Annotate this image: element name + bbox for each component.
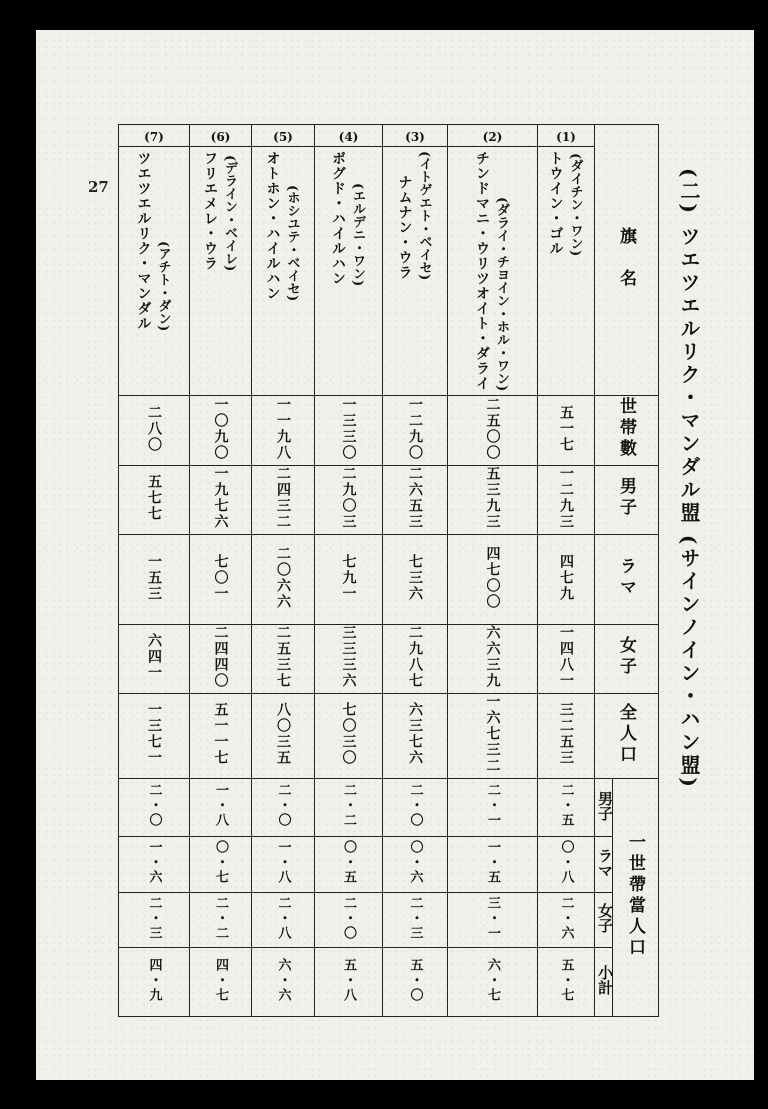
per-household-female-cell: 二・八 bbox=[252, 893, 315, 948]
banner-name: ボグド・ハイルハン bbox=[330, 151, 346, 286]
banner-name-cell bbox=[119, 147, 190, 396]
lama-cell: 七三六 bbox=[383, 535, 448, 625]
per-household-lama-row bbox=[119, 837, 659, 893]
male-row bbox=[119, 466, 659, 535]
per-household-subtotal-cell: 六・七 bbox=[448, 948, 538, 1017]
female-cell: 六六三九 bbox=[448, 625, 538, 694]
banner-name-cell bbox=[315, 147, 383, 396]
female-cell: 三三三六 bbox=[315, 625, 383, 694]
total-cell: 一三七一 bbox=[119, 694, 190, 779]
lama-cell: 七九一 bbox=[315, 535, 383, 625]
households-cell: 五一七 bbox=[538, 396, 595, 466]
header-per-household-male: 男子 bbox=[595, 779, 613, 837]
per-household-lama-cell: 〇・六 bbox=[383, 837, 448, 893]
banner-name: チンドマニ・ウリツオイト・ダライ bbox=[474, 151, 490, 391]
per-household-subtotal-cell: 四・七 bbox=[190, 948, 252, 1017]
row-index: (1) bbox=[538, 125, 595, 147]
per-household-female-cell: 二・二 bbox=[190, 893, 252, 948]
banner-name-cell bbox=[538, 147, 595, 396]
banner-subname: (アチト・ダン) bbox=[155, 240, 171, 331]
header-female: 女子 bbox=[595, 625, 659, 694]
banner-name: オトホン・ハイルハン bbox=[264, 151, 281, 301]
banner-name: フリエメレ・ウラ bbox=[202, 151, 218, 271]
per-household-lama-cell: 一・六 bbox=[119, 837, 190, 893]
index-row bbox=[119, 125, 659, 147]
per-household-lama-cell: 一・五 bbox=[448, 837, 538, 893]
banner-name-cell bbox=[190, 147, 252, 396]
households-cell: 一〇九〇 bbox=[190, 396, 252, 466]
header-per-household-lama: ラマ bbox=[595, 837, 613, 893]
total-cell: 八〇三五 bbox=[252, 694, 315, 779]
per-household-lama-cell: 〇・五 bbox=[315, 837, 383, 893]
female-cell: 二四四〇 bbox=[190, 625, 252, 694]
female-row bbox=[119, 625, 659, 694]
total-cell: 五一一七 bbox=[190, 694, 252, 779]
banner-name: ナムナン・ウラ bbox=[396, 175, 413, 281]
per-household-male-cell: 二・二 bbox=[315, 779, 383, 837]
per-household-male-cell: 二・〇 bbox=[119, 779, 190, 837]
header-per-household-subtotal: 小計 bbox=[595, 948, 613, 1017]
male-cell: 一二九三 bbox=[538, 466, 595, 535]
households-cell: 二五〇〇 bbox=[448, 396, 538, 466]
banner-subname: (ダライ・チヨイン・ホル・ワン) bbox=[494, 196, 509, 391]
lama-cell: 七〇一 bbox=[190, 535, 252, 625]
per-household-female-cell: 二・六 bbox=[538, 893, 595, 948]
population-table bbox=[118, 124, 659, 1017]
header-per-household: 一世帶當人口 bbox=[613, 779, 659, 1017]
per-household-male-cell: 二・一 bbox=[448, 779, 538, 837]
banner-name-cell bbox=[448, 147, 538, 396]
per-household-subtotal-row bbox=[119, 948, 659, 1017]
male-cell: 二六五三 bbox=[383, 466, 448, 535]
male-cell: 二九〇三 bbox=[315, 466, 383, 535]
header-households: 世帯數 bbox=[595, 396, 659, 466]
header-male: 男子 bbox=[595, 466, 659, 535]
male-cell: 二四三二 bbox=[252, 466, 315, 535]
row-index: (5) bbox=[252, 125, 315, 147]
banner-subname: (エルデニ・ワン) bbox=[350, 182, 365, 286]
banner-subname: (ホシユテ・ベイセ) bbox=[284, 184, 300, 301]
row-index: (7) bbox=[119, 125, 190, 147]
per-household-subtotal-cell: 五・〇 bbox=[383, 948, 448, 1017]
banner-name-row bbox=[119, 147, 659, 396]
lama-cell: 四七〇〇 bbox=[448, 535, 538, 625]
section-title: (二) ツエツエルリク・マンダル盟 (サインノイン・ハン盟) bbox=[677, 168, 701, 790]
total-row bbox=[119, 694, 659, 779]
households-cell: 一一九八 bbox=[252, 396, 315, 466]
per-household-lama-cell: 〇・八 bbox=[538, 837, 595, 893]
lama-cell: 一五三 bbox=[119, 535, 190, 625]
female-cell: 六四一 bbox=[119, 625, 190, 694]
total-cell: 三二五三 bbox=[538, 694, 595, 779]
lama-cell: 二〇六六 bbox=[252, 535, 315, 625]
per-household-female-row bbox=[119, 893, 659, 948]
header-per-household-female: 女子 bbox=[595, 893, 613, 948]
per-household-subtotal-cell: 五・八 bbox=[315, 948, 383, 1017]
row-index: (3) bbox=[383, 125, 448, 147]
lama-cell: 四七九 bbox=[538, 535, 595, 625]
per-household-lama-cell: 〇・七 bbox=[190, 837, 252, 893]
female-cell: 二五三七 bbox=[252, 625, 315, 694]
per-household-male-row bbox=[119, 779, 659, 837]
per-household-male-cell: 一・八 bbox=[190, 779, 252, 837]
banner-subname: (デライン・ベイレ) bbox=[222, 154, 237, 271]
households-cell: 二八〇 bbox=[119, 396, 190, 466]
female-cell: 一四八一 bbox=[538, 625, 595, 694]
households-cell: 一二九〇 bbox=[383, 396, 448, 466]
per-household-subtotal-cell: 四・九 bbox=[119, 948, 190, 1017]
per-household-male-cell: 二・〇 bbox=[252, 779, 315, 837]
header-lama: ラマ bbox=[595, 535, 659, 625]
banner-subname: (イトゲエト・ベイセ) bbox=[416, 151, 432, 281]
households-row bbox=[119, 396, 659, 466]
per-household-female-cell: 二・三 bbox=[119, 893, 190, 948]
header-banner-name: 旗 名 bbox=[595, 125, 659, 396]
banner-name: トウイン・ゴル bbox=[547, 151, 564, 256]
per-household-female-cell: 三・一 bbox=[448, 893, 538, 948]
per-household-lama-cell: 一・八 bbox=[252, 837, 315, 893]
banner-name-cell bbox=[252, 147, 315, 396]
row-index: (4) bbox=[315, 125, 383, 147]
banner-subname: (ダイチン・ワン) bbox=[567, 152, 583, 256]
per-household-subtotal-cell: 五・七 bbox=[538, 948, 595, 1017]
header-total: 全人口 bbox=[595, 694, 659, 779]
male-cell: 一九七六 bbox=[190, 466, 252, 535]
row-index: (6) bbox=[190, 125, 252, 147]
banner-name-cell bbox=[383, 147, 448, 396]
total-cell: 七〇三〇 bbox=[315, 694, 383, 779]
households-cell: 一三三〇 bbox=[315, 396, 383, 466]
per-household-male-cell: 二・五 bbox=[538, 779, 595, 837]
per-household-female-cell: 二・三 bbox=[383, 893, 448, 948]
male-cell: 五三九三 bbox=[448, 466, 538, 535]
banner-name: ツエツエルリク・マンダル bbox=[135, 151, 152, 331]
female-cell: 二九八七 bbox=[383, 625, 448, 694]
per-household-female-cell: 二・〇 bbox=[315, 893, 383, 948]
lama-row bbox=[119, 535, 659, 625]
per-household-male-cell: 二・〇 bbox=[383, 779, 448, 837]
row-index: (2) bbox=[448, 125, 538, 147]
page-number: 27 bbox=[88, 178, 109, 196]
per-household-subtotal-cell: 六・六 bbox=[252, 948, 315, 1017]
male-cell: 五七七 bbox=[119, 466, 190, 535]
total-cell: 一六七三二 bbox=[448, 694, 538, 779]
total-cell: 六三七六 bbox=[383, 694, 448, 779]
